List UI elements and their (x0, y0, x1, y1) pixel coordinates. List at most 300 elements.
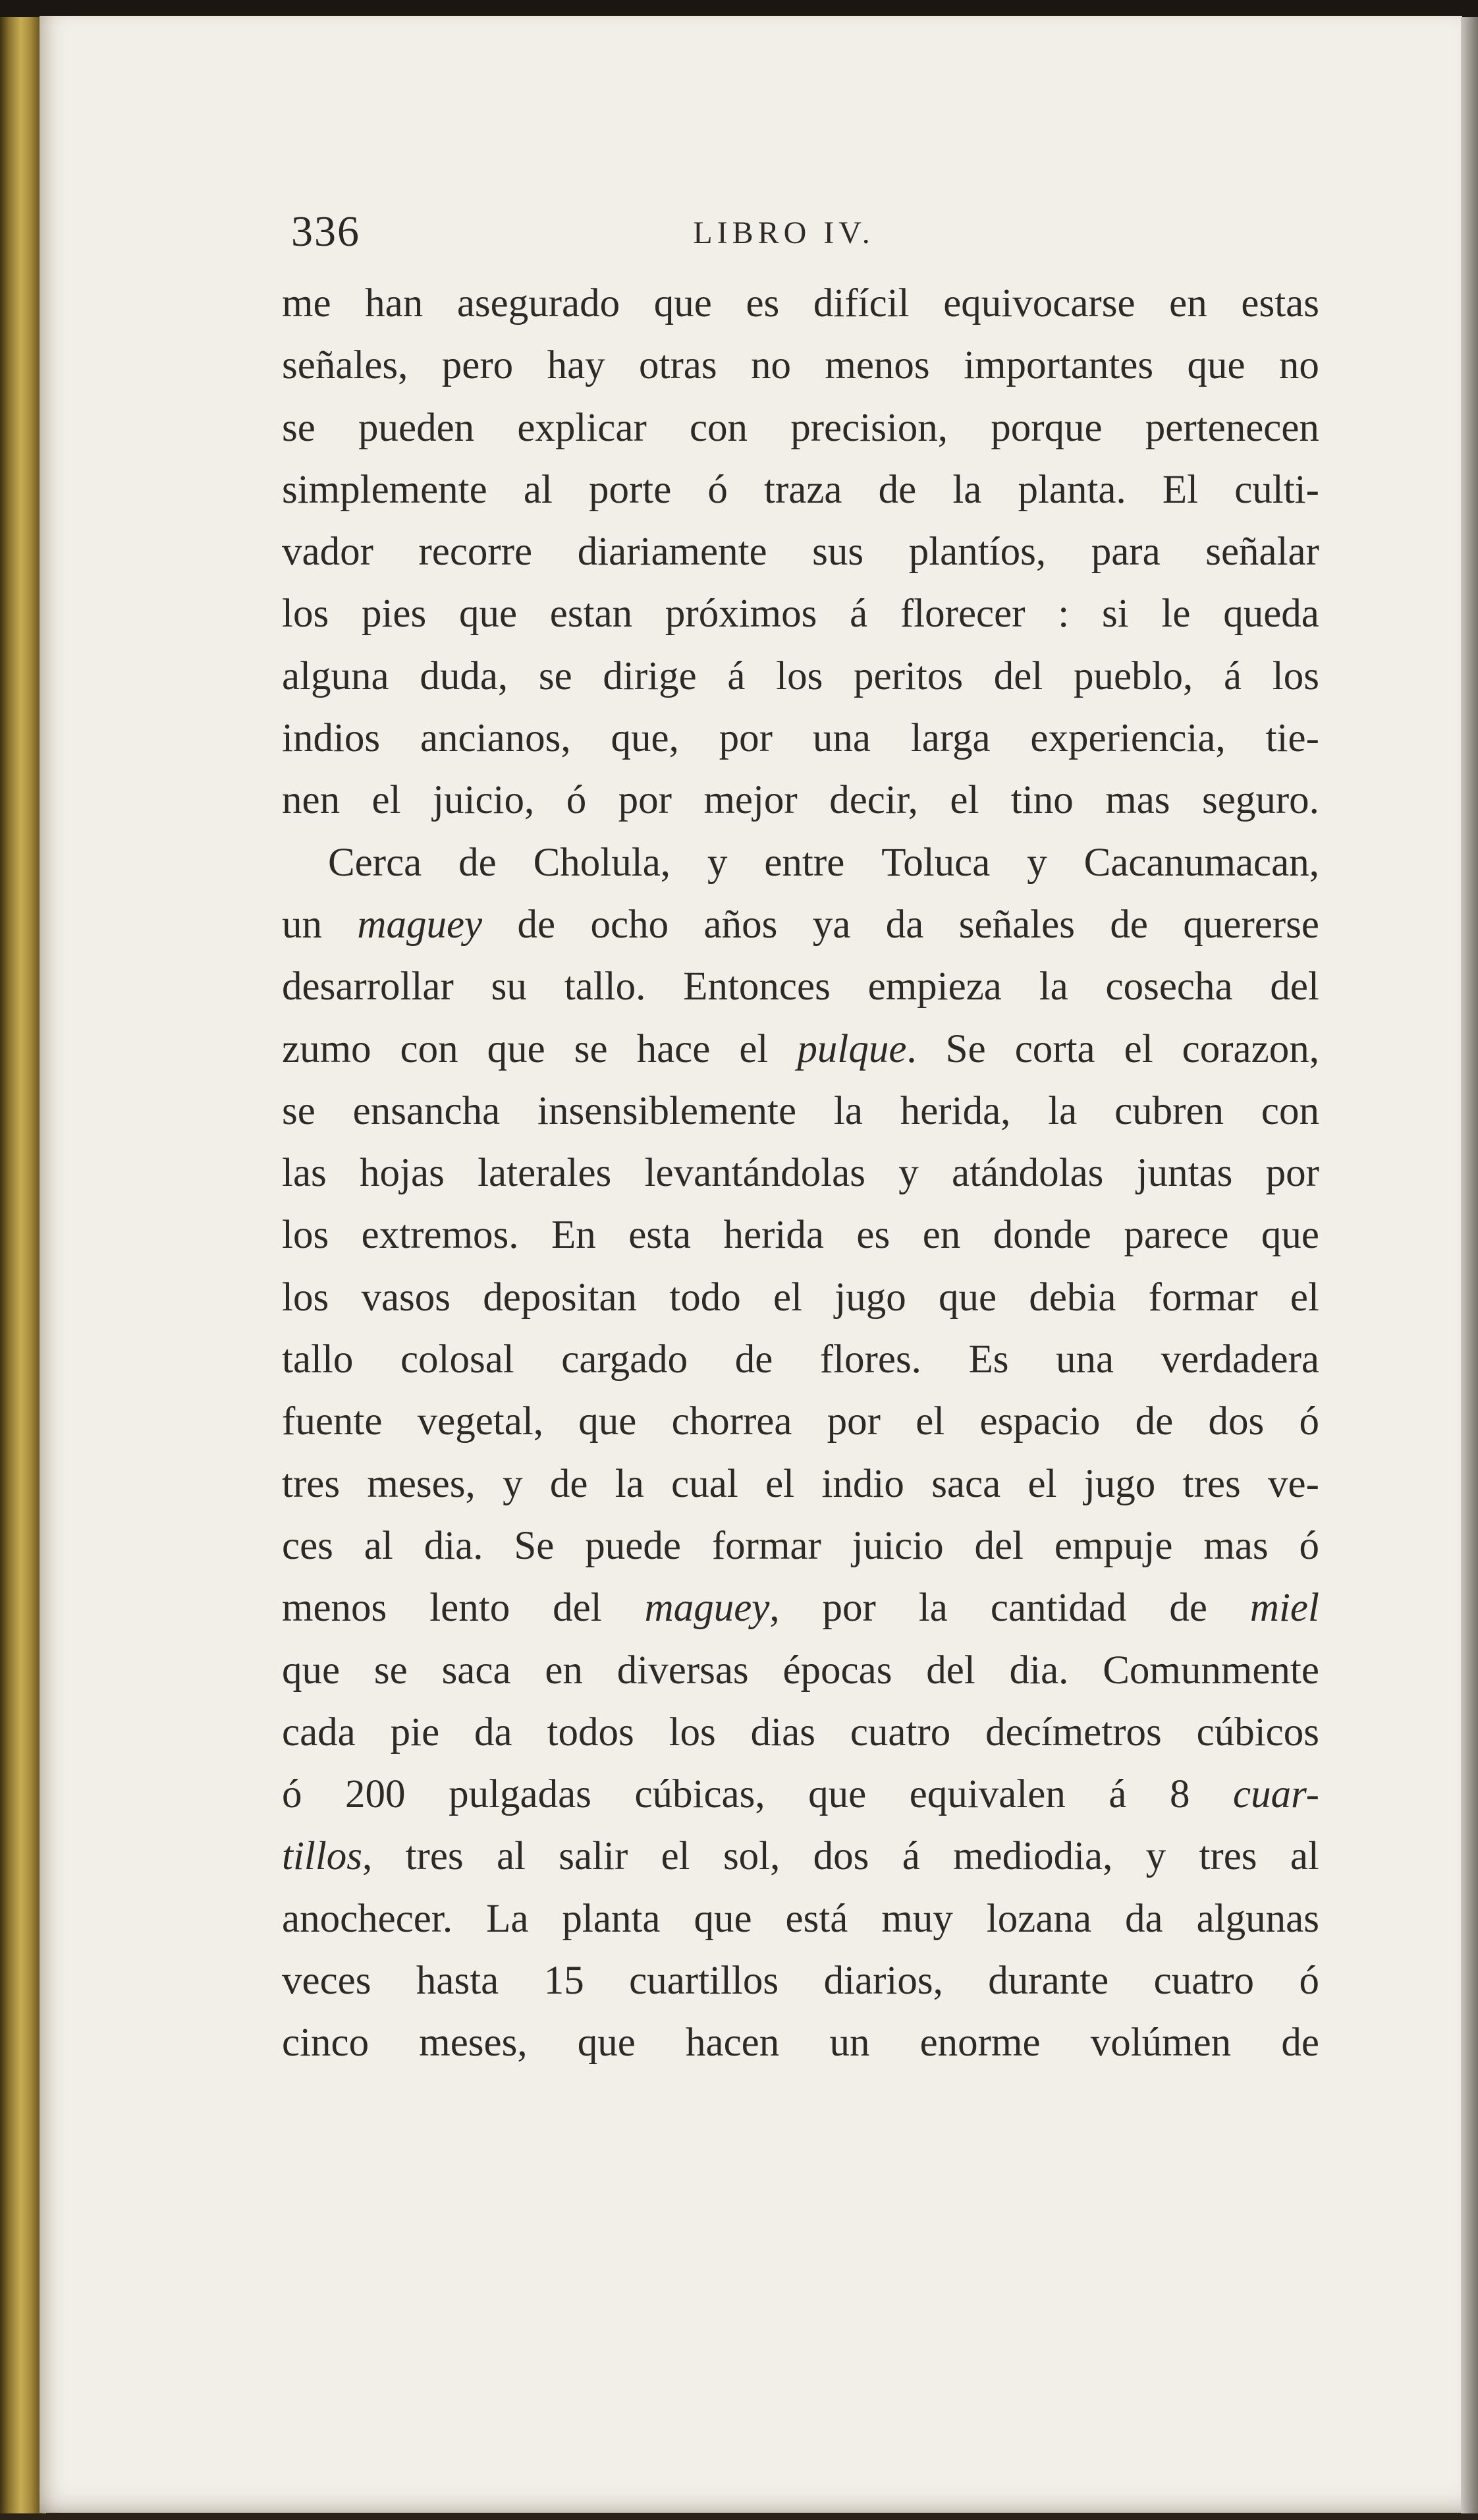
word (474, 1702, 512, 1764)
word-part: saca (441, 1648, 511, 1693)
word-part: En (551, 1213, 596, 1258)
word (591, 894, 669, 956)
word-part: tres (1182, 1461, 1241, 1506)
word (566, 770, 587, 831)
word-part: al (496, 1834, 526, 1879)
word (358, 397, 474, 459)
text-line (282, 335, 1319, 397)
word (1290, 1267, 1319, 1329)
word (829, 2012, 869, 2074)
text-line (282, 832, 1319, 894)
word-part: experiencia, (1030, 716, 1226, 761)
word (812, 521, 863, 583)
word-part: las (282, 1151, 327, 1196)
word-part: cinco (282, 2021, 370, 2065)
word (282, 1950, 371, 2012)
word (1146, 1826, 1166, 1888)
word-part: y (1027, 840, 1047, 885)
word (1058, 583, 1069, 645)
word (850, 583, 867, 645)
word (1105, 770, 1170, 831)
word-part: quererse (1183, 902, 1319, 947)
word (1103, 1640, 1319, 1702)
word-part: colosal (400, 1337, 514, 1382)
text-line (282, 1640, 1319, 1702)
word (765, 1453, 794, 1515)
word-part: sol, (723, 1834, 780, 1879)
word-part: pertenecen (1145, 405, 1319, 450)
word-part: de (878, 467, 917, 512)
word (1161, 583, 1190, 645)
word-part: cada (282, 1710, 356, 1754)
word-part: la (952, 467, 982, 512)
word-part: dia. (1009, 1648, 1069, 1693)
word (578, 2012, 636, 2074)
word (1124, 1204, 1228, 1266)
word-part: La (486, 1896, 529, 1941)
word-part: ve- (1268, 1461, 1319, 1506)
word (545, 1640, 583, 1702)
word (739, 1019, 768, 1080)
word (1223, 583, 1319, 645)
word-part: todo (669, 1275, 741, 1320)
word (964, 335, 1153, 397)
word-part: por (719, 716, 773, 761)
word-part: , (362, 1834, 373, 1879)
word (551, 1204, 596, 1266)
word-part: indio (821, 1461, 904, 1506)
word (746, 273, 779, 335)
word-part: del (974, 1523, 1024, 1568)
word-part: anochecer. (282, 1896, 453, 1941)
word-part: dirige (603, 654, 697, 698)
word-part: peritos (854, 654, 964, 698)
text-line (282, 646, 1319, 708)
text-line (282, 1204, 1319, 1266)
word-part: hacen (686, 2021, 780, 2065)
word-part: es (856, 1213, 890, 1258)
word (1300, 1950, 1320, 2012)
word-part: el (950, 778, 979, 823)
word (559, 1826, 628, 1888)
word (868, 956, 1002, 1018)
top-dark-edge (0, 0, 1478, 17)
word-part: que (694, 1896, 752, 1941)
word-part: ó (566, 778, 587, 823)
word-part: por (1265, 1151, 1319, 1196)
word-part: dia. (424, 1523, 483, 1568)
word (813, 708, 871, 770)
word-part: dos (1208, 1399, 1265, 1444)
word (364, 1515, 393, 1577)
word-part: y (707, 840, 728, 885)
word-part: á (902, 1834, 920, 1879)
word (994, 646, 1043, 708)
word (1084, 832, 1319, 894)
word (808, 1764, 866, 1826)
word (1114, 1080, 1224, 1142)
word (637, 1019, 711, 1080)
word-part: los (776, 654, 823, 698)
word-part: formar (711, 1523, 821, 1568)
word-part: Se (945, 1026, 986, 1071)
word (1187, 335, 1245, 397)
word (654, 273, 712, 335)
word (1197, 1888, 1319, 1950)
word-part: los (282, 592, 329, 636)
word-part: juntas (1136, 1151, 1233, 1196)
word-part: los (669, 1710, 716, 1754)
word-part: y (1145, 1834, 1166, 1879)
word (634, 1764, 765, 1826)
italic-term: pulque (797, 1026, 907, 1071)
word (442, 335, 513, 397)
word (282, 894, 322, 956)
word-part: ensancha (352, 1088, 501, 1133)
word (539, 646, 572, 708)
word-part: señales, (282, 343, 408, 388)
page-number: 336 (291, 208, 360, 256)
word (578, 1391, 636, 1453)
word (827, 1391, 881, 1453)
word (1300, 1515, 1320, 1577)
text-line (282, 708, 1319, 770)
text-line (282, 1826, 1319, 1888)
word (353, 1080, 501, 1142)
text-line (282, 956, 1319, 1018)
word-part: saca (931, 1461, 1001, 1506)
word (553, 1577, 602, 1639)
word-part: 15 (543, 1959, 584, 2003)
word (813, 273, 910, 335)
word (1241, 273, 1319, 335)
word-part: porte (588, 467, 672, 512)
word (1011, 770, 1074, 831)
word (813, 894, 851, 956)
word (707, 459, 728, 521)
word-part: para (1091, 530, 1161, 574)
word (1266, 1142, 1319, 1204)
word (1202, 770, 1319, 831)
word (1125, 1888, 1163, 1950)
word-part: parece (1124, 1213, 1229, 1258)
word (952, 1142, 1103, 1204)
word-part: un (829, 2021, 870, 2065)
word-part: la (615, 1461, 644, 1506)
word (544, 1950, 584, 2012)
word (561, 1329, 688, 1391)
italic-term: tillos (282, 1834, 363, 1879)
word (764, 832, 844, 894)
text-line (282, 1142, 1319, 1204)
word (282, 583, 329, 645)
word (920, 2012, 1041, 2074)
text-line (282, 273, 1319, 335)
word-part: vasos (361, 1275, 451, 1320)
word (459, 583, 517, 645)
word (1281, 2012, 1319, 2074)
word-part: que (1187, 343, 1245, 388)
word-part: recorre (418, 530, 533, 574)
text-line (282, 894, 1319, 956)
word (991, 1577, 1127, 1639)
word (727, 646, 745, 708)
word-part: herida, (900, 1088, 1011, 1133)
word-part: 8 (1170, 1772, 1190, 1817)
word-part: duda, (420, 654, 508, 698)
word-part: del (553, 1586, 602, 1631)
word (751, 1702, 815, 1764)
word-part: sus (812, 530, 864, 574)
word (345, 1764, 406, 1826)
word (1233, 1764, 1319, 1826)
word (550, 1453, 588, 1515)
word (923, 1204, 961, 1266)
word-part: pulgadas (449, 1772, 591, 1817)
word (825, 335, 929, 397)
word (1137, 1142, 1233, 1204)
word-part: del (926, 1648, 975, 1693)
word (813, 1826, 869, 1888)
word (926, 1640, 975, 1702)
word (564, 956, 646, 1018)
word (797, 1019, 916, 1080)
word (1169, 273, 1207, 335)
word (850, 1702, 950, 1764)
word (282, 335, 408, 397)
word (1299, 1391, 1319, 1453)
word (834, 1080, 863, 1142)
word (282, 521, 373, 583)
word (282, 770, 340, 831)
word (669, 1702, 716, 1764)
word-part: han (365, 281, 424, 325)
word (365, 273, 423, 335)
word-part: por (618, 778, 672, 823)
word (988, 1950, 1108, 2012)
word (1203, 1515, 1268, 1577)
word (282, 1142, 327, 1204)
word-part: enorme (919, 2021, 1041, 2065)
word (1197, 1702, 1319, 1764)
text-line (282, 1267, 1319, 1329)
word (881, 1888, 952, 1950)
word (881, 832, 990, 894)
word-part: pero (441, 343, 514, 388)
word-part: cosecha (1105, 965, 1233, 1009)
word (282, 1764, 302, 1826)
word-part: el (773, 1275, 803, 1320)
word (856, 1204, 890, 1266)
word (282, 1640, 340, 1702)
word-part: hay (547, 343, 605, 388)
word-part: hasta (416, 1959, 499, 2003)
word (282, 459, 487, 521)
word (786, 1888, 848, 1950)
word-part: el (1290, 1275, 1319, 1320)
word (987, 1888, 1091, 1950)
word-part: precision, (790, 405, 948, 450)
word (1250, 1577, 1319, 1639)
word-part: la (1039, 965, 1068, 1009)
word-part: mejor (703, 778, 798, 823)
word-part: levantándolas (644, 1151, 865, 1196)
word (1224, 646, 1242, 708)
word-part: Comunmente (1103, 1648, 1319, 1693)
word-part: en (545, 1648, 583, 1693)
word-part: le (1161, 592, 1191, 636)
italic-term: maguey (644, 1586, 770, 1631)
word-part: pies (361, 592, 427, 636)
word-part: da (885, 902, 924, 947)
word-part: estas (1241, 281, 1319, 325)
word (919, 1577, 948, 1639)
word-part: ces (282, 1523, 333, 1568)
word-part: pie (390, 1710, 440, 1754)
word-part: en (1169, 281, 1207, 325)
word-part: algunas (1196, 1896, 1319, 1941)
word (1015, 1019, 1095, 1080)
word-part: á (1224, 654, 1242, 698)
word-part: debia (1029, 1275, 1116, 1320)
word-part: Cacanumacan, (1083, 840, 1319, 885)
word-part: extremos. (361, 1213, 519, 1258)
word-part: depositan (483, 1275, 638, 1320)
word-part: importantes (964, 343, 1154, 388)
word (931, 1453, 1000, 1515)
word-part: juicio, (433, 778, 535, 823)
word (1270, 956, 1319, 1018)
italic-term: maguey (357, 902, 483, 947)
word (671, 1453, 738, 1515)
word-part: Cholula, (533, 840, 671, 885)
word-part: el (916, 1399, 945, 1444)
word-part: por (822, 1586, 876, 1631)
word-part: Entonces (683, 965, 831, 1009)
word-part: empieza (867, 965, 1002, 1009)
word-part: que (577, 2021, 636, 2065)
word-part: jugo (1083, 1461, 1156, 1506)
word (372, 770, 401, 831)
text-line (282, 521, 1319, 583)
text-line (282, 1391, 1319, 1453)
word-part: formar (1148, 1275, 1258, 1320)
word-part: muy (881, 1896, 953, 1941)
word (282, 1267, 329, 1329)
word (719, 708, 773, 770)
word-part: ocho (590, 902, 669, 947)
word (821, 1453, 904, 1515)
word-part: . (906, 1026, 917, 1071)
word (707, 832, 728, 894)
word (282, 646, 389, 708)
word (1182, 1019, 1319, 1080)
word-part: de (549, 1461, 588, 1506)
word (686, 2012, 779, 2074)
word-part: 200 (345, 1772, 406, 1817)
word (282, 1080, 315, 1142)
word-part: jugo (835, 1275, 906, 1320)
word (1290, 1826, 1319, 1888)
word-part: atándolas (952, 1151, 1104, 1196)
word-part: el (371, 778, 401, 823)
word-part: de (1110, 902, 1148, 947)
word (735, 1329, 773, 1391)
word-part: el (1027, 1461, 1057, 1506)
word (1091, 521, 1161, 583)
word-part: la (918, 1586, 948, 1631)
word (518, 894, 556, 956)
word-part: la (1048, 1088, 1078, 1133)
word (939, 1267, 997, 1329)
word (1183, 894, 1319, 956)
word-part: años (703, 902, 778, 947)
word-part: planta. (1018, 467, 1126, 512)
word (1124, 1019, 1153, 1080)
word (910, 1764, 1066, 1826)
word-part: queda (1223, 592, 1319, 636)
text-line (282, 1329, 1319, 1391)
word (974, 1515, 1024, 1577)
word-part: pueblo, (1074, 654, 1193, 698)
word-part: estan (549, 592, 633, 636)
word (1048, 1080, 1077, 1142)
word (773, 1267, 802, 1329)
word-part: tallo (282, 1337, 354, 1382)
word (950, 770, 979, 831)
word-part: vegetal, (417, 1399, 544, 1444)
word (617, 1640, 749, 1702)
word (420, 646, 508, 708)
word-part: desarrollar (282, 965, 454, 1009)
word (282, 1577, 387, 1639)
word-part: volúmen (1090, 2021, 1232, 2065)
right-page-edge (1461, 17, 1478, 2520)
word-part: que (653, 281, 712, 325)
word (1169, 1577, 1207, 1639)
word (672, 1391, 792, 1453)
word (629, 1950, 779, 2012)
word-part: mas (1105, 778, 1170, 823)
word (820, 1329, 921, 1391)
word-part: por (827, 1399, 881, 1444)
word (282, 273, 331, 335)
word-part: señalar (1205, 530, 1319, 574)
word (1030, 708, 1225, 770)
word (776, 646, 823, 708)
word (457, 273, 620, 335)
word-part: tres (282, 1461, 341, 1506)
word-part: El (1162, 467, 1199, 512)
word-part: se (538, 654, 572, 698)
word-part: cuatro (850, 1710, 951, 1754)
word (1091, 2012, 1231, 2074)
word (491, 956, 527, 1018)
word-part: una (1055, 1337, 1114, 1382)
word (406, 1826, 464, 1888)
word (980, 1391, 1101, 1453)
word (724, 1204, 824, 1266)
word-part: lento (429, 1586, 510, 1631)
word (985, 1702, 1162, 1764)
word (578, 521, 767, 583)
word-part: con (689, 405, 748, 450)
word (764, 459, 842, 521)
word-part: de (1169, 1586, 1207, 1631)
word-part: durante (988, 1959, 1109, 2003)
word-part: todos (547, 1710, 634, 1754)
word-part: que (282, 1648, 341, 1693)
